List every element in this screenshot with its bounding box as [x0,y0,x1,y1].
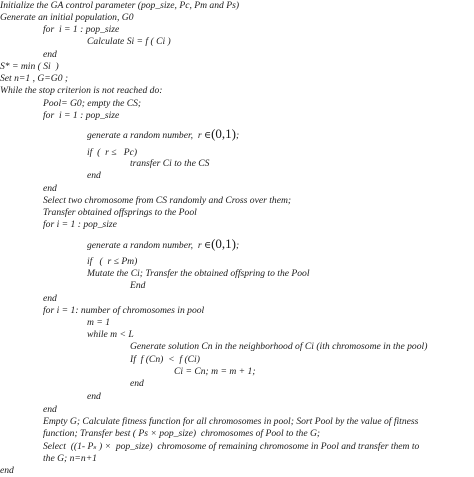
code-line-init: Initialize the GA control parameter (pop_size, Pc, Pm and Ps) [0,0,240,11]
random-text: generate a random number, r ∈ [87,240,212,251]
code-line-generate-solution: Generate solution Cn in the neighborhood of Ci (ith chromosome in the pool) [130,341,428,352]
code-line-end: end [43,49,57,60]
code-line-transfer: transfer Ci to the CS [130,158,210,169]
interval-symbol: (0,1) [211,236,237,251]
code-line-mutate: Mutate the Ci; Transfer the obtained offspring to the Pool [87,268,310,279]
code-line-for-cross: for i = 1 : pop_size [43,110,120,121]
code-line-end: end [130,378,144,389]
code-line-end: end [43,293,57,304]
code-line-increment: the G; n=n+1 [43,453,97,464]
code-line-while-m: while m < L [87,329,134,340]
code-line-end: end [43,183,57,194]
code-line-calculate: Calculate Si = f ( Ci ) [87,36,171,47]
code-line-if-pm: if ( r ≤ Pm) [87,256,138,267]
code-line-function: function; Transfer best ( Ps × pop_size) chromosomes of Pool to the G; [43,428,321,439]
code-line-end: end [87,170,101,181]
code-line-end: end [43,404,57,415]
code-line-select: Select two chromosome from CS randomly and Cross over them; [43,195,292,206]
code-line-select-remaining: Select ((1- Pₛ ) × pop_size) chromosome of remaining chromosome in Pool and transfer them to [43,441,420,452]
code-line-for-pool: for i = 1: number of chromosomes in pool [43,305,205,316]
semicolon: ; [236,240,240,251]
code-line-random-number [87,128,239,140]
code-line-transfer-offspring: Transfer obtained offsprings to the Pool [43,207,197,218]
code-line-end: end [87,391,101,402]
random-text: generate a random number, r ∈ [87,130,212,141]
code-line-if-fitness: If f (Cn) < f (Ci) [130,354,200,365]
code-line-generate-population: Generate an initial population, G0 [0,12,134,23]
code-line-end: end [0,465,14,476]
code-line-end: End [130,280,146,291]
code-line-for-mutate: for i = 1 : pop_size [43,219,117,230]
interval-symbol: (0,1) [211,126,237,141]
code-line-m: m = 1 [87,317,110,328]
code-line-if-pc: if ( r ≤ Pc) [87,147,138,158]
code-line-pool: Pool= G0; empty the CS; [43,98,142,109]
code-line-empty: Empty G; Calculate fitness function for all chromosomes in pool; Sort Pool by the value of fitness [43,416,419,427]
code-line-set: Set n=1 , G=G0 ; [0,73,69,84]
code-line-assign: Ci = Cn; m = m + 1; [174,366,256,377]
code-line-random-number [87,238,239,250]
code-line-while: While the stop criterion is not reached do: [0,85,163,96]
semicolon: ; [236,130,240,141]
code-line-smin: S* = min ( Si ) [0,61,59,72]
code-line-for-pop: for i = 1 : pop_size [43,24,120,35]
